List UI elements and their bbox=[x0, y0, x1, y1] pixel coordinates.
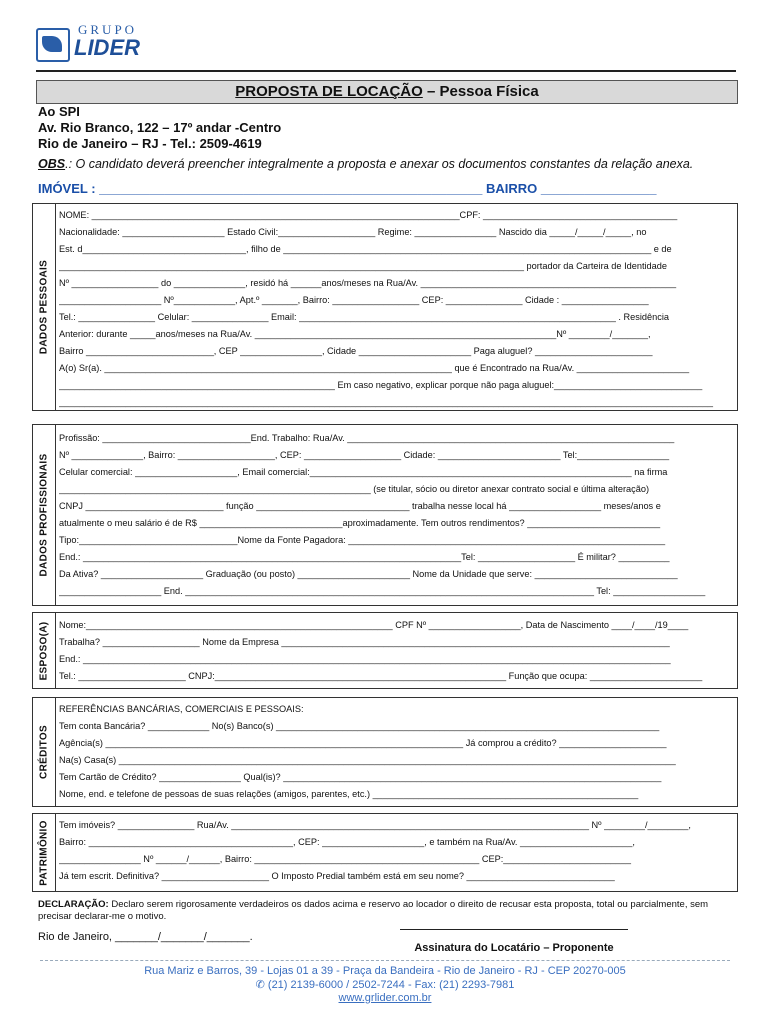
form-line[interactable]: atualmente o meu salário é de R$ ____________________________aproximadamente. Tem outros rendimentos? __________________________ bbox=[59, 518, 661, 528]
form-line[interactable]: Celular comercial: ____________________, Email comercial:_______________________________________________________________ na firma bbox=[59, 467, 668, 477]
form-line[interactable]: Nome:____________________________________________________________ CPF Nº __________________, Data de Nascimento ____/____/19____ bbox=[59, 620, 689, 630]
form-line[interactable]: ___________________________________________________________________________________________ portador da Carteira de Identidade bbox=[59, 261, 667, 271]
form-line[interactable]: End.: __________________________________________________________________________Tel: ___________________ É militar? __________ bbox=[59, 552, 670, 562]
section-dados-pessoais bbox=[32, 203, 738, 411]
form-line[interactable]: Tem Cartão de Crédito? ________________ Qual(is)? __________________________________________________________________________ bbox=[59, 772, 662, 782]
logo-text-lider: LIDER bbox=[74, 35, 140, 60]
footer-website-link[interactable]: www.grlider.com.br bbox=[338, 992, 432, 1004]
form-line[interactable]: Tem imóveis? _______________ Rua/Av. ______________________________________________________________________ Nº ________/________, bbox=[59, 820, 691, 830]
declaration: DECLARAÇÃO: Declaro serem rigorosamente verdadeiros os dados acima e reservo ao locador o direito de recusar esta proposta, total ou parcialmente, sem precisar declarar-me o motivo. bbox=[38, 899, 709, 922]
form-line[interactable]: Est. d________________________________, filho de ________________________________________________________________________ e de bbox=[59, 244, 672, 254]
form-line[interactable]: Na(s) Casa(s) _____________________________________________________________________________________________________________ bbox=[59, 755, 676, 765]
property-field[interactable]: IMÓVEL : _____________________________________________________ BAIRRO ________________ bbox=[38, 181, 657, 196]
section-esposo bbox=[32, 612, 738, 689]
section-dados-profissionais bbox=[32, 424, 738, 606]
form-line[interactable]: NOME: ________________________________________________________________________CPF: ______________________________________ bbox=[59, 210, 678, 220]
form-line[interactable]: ____________________ End. ________________________________________________________________________________ Tel: __________________ bbox=[59, 586, 706, 596]
section-label: DADOS PESSOAIS bbox=[38, 259, 50, 355]
form-line[interactable]: Bairro _________________________, CEP ________________, Cidade ______________________ Paga aluguel? _______________________ bbox=[59, 346, 653, 356]
page-title: PROPOSTA DE LOCAÇÃO – Pessoa Física bbox=[36, 80, 738, 104]
section-label: CRÉDITOS bbox=[38, 725, 50, 779]
recipient-address: Ao SPI Av. Rio Branco, 122 – 17º andar -Centro Rio de Janeiro – RJ - Tel.: 2509-4619 bbox=[38, 104, 282, 151]
form-line[interactable]: Anterior: durante _____anos/meses na Rua/Av. ___________________________________________________________Nº ________/_______, bbox=[59, 329, 651, 339]
section-label: DADOS PROFISSIONAIS bbox=[38, 453, 50, 577]
section-patrimonio bbox=[32, 813, 738, 892]
footer-phones: ✆ (21) 2139-6000 / 2502-7244 - Fax: (21) 2293-7981 bbox=[255, 979, 515, 991]
form-line[interactable]: End.: ___________________________________________________________________________________________________________________ bbox=[59, 654, 671, 664]
company-logo bbox=[36, 22, 156, 66]
section-creditos bbox=[32, 697, 738, 807]
form-line[interactable]: REFERÊNCIAS BANCÁRIAS, COMERCIAIS E PESSOAIS: bbox=[59, 704, 304, 714]
phone-icon: ✆ bbox=[255, 979, 268, 991]
form-line[interactable]: Nº ______________, Bairro: ___________________, CEP: ___________________ Cidade: ________________________ Tel:__________________ bbox=[59, 450, 670, 460]
form-line[interactable]: Trabalha? ___________________ Nome da Empresa ____________________________________________________________________________ bbox=[59, 637, 670, 647]
logo-text-grupo: GRUPO bbox=[78, 22, 138, 37]
form-line[interactable]: Tel.: _____________________ CNPJ:_________________________________________________________ Função que ocupa: ______________________ bbox=[59, 671, 703, 681]
form-line[interactable]: Da Ativa? ____________________ Graduação (ou posto) ______________________ Nome da Unidade que serve: ____________________________ bbox=[59, 569, 678, 579]
form-line[interactable]: Nº _________________ do ______________, residó há ______anos/meses na Rua/Av. __________________________________________________ bbox=[59, 278, 677, 288]
form-line[interactable]: ____________________ Nº____________, Apt.º _______, Bairro: _________________ CEP: _______________ Cidade : _________________ bbox=[59, 295, 649, 305]
form-line[interactable]: Profissão: _____________________________End. Trabalho: Rua/Av. ________________________________________________________________ bbox=[59, 433, 675, 443]
form-line[interactable]: Agência(s) ______________________________________________________________________ Já comprou a crédito? _____________________ bbox=[59, 738, 667, 748]
form-line[interactable]: Nome, end. e telefone de pessoas de suas relações (amigos, parentes, etc.) ____________________________________________________ bbox=[59, 789, 639, 799]
header-divider bbox=[36, 70, 736, 72]
form-line[interactable]: ________________________________________________________________________________________________________________________________ bbox=[59, 397, 714, 407]
form-line[interactable]: A(o) Sr(a). ____________________________________________________________________ que é Encontrado na Rua/Av. ______________________ bbox=[59, 363, 690, 373]
signature-line bbox=[400, 929, 628, 930]
section-label: ESPOSO(A) bbox=[38, 621, 50, 680]
form-line[interactable]: _____________________________________________________________ (se titular, sócio ou diretor anexar contrato social e última alteração) bbox=[59, 484, 650, 494]
form-line[interactable]: Tipo:_______________________________Nome da Fonte Pagadora: ______________________________________________________________ bbox=[59, 535, 666, 545]
date-line[interactable]: Rio de Janeiro, _______/_______/_______. bbox=[38, 931, 253, 943]
footer-divider bbox=[40, 960, 730, 961]
footer-address: Rua Mariz e Barros, 39 - Lojas 01 a 39 - Praça da Bandeira - Rio de Janeiro - RJ - CEP 20270-005 bbox=[144, 965, 626, 977]
observation-note: OBS.: O candidato deverá preencher integralmente a proposta e anexar os documentos constantes da relação anexa. bbox=[38, 157, 694, 171]
form-line[interactable]: ________________ Nº ______/______, Bairro: ____________________________________________ CEP:_________________________ bbox=[59, 854, 631, 864]
logo-mark-icon bbox=[36, 28, 70, 62]
form-line[interactable]: Bairro: ________________________________________, CEP: ____________________, e também na Rua/Av. ______________________, bbox=[59, 837, 635, 847]
form-line[interactable]: Já tem escrit. Definitiva? _____________________ O Imposto Predial também está em seu nome? _____________________________ bbox=[59, 871, 615, 881]
form-line[interactable]: Tel.: _______________ Celular: _______________ Email: ______________________________________________________________ . Residência bbox=[59, 312, 669, 322]
form-line[interactable]: Tem conta Bancária? ____________ No(s) Banco(s) ___________________________________________________________________________ bbox=[59, 721, 660, 731]
section-label: PATRIMÔNIO bbox=[38, 819, 50, 886]
form-line[interactable]: CNPJ ___________________________ função ______________________________ trabalha nesse local há __________________ meses/anos e bbox=[59, 501, 661, 511]
signature-label: Assinatura do Locatário – Proponente bbox=[414, 942, 614, 954]
form-line[interactable]: ______________________________________________________ Em caso negativo, explicar porque não paga aluguel:_____________________________ bbox=[59, 380, 703, 390]
form-line[interactable]: Nacionalidade: ____________________ Estado Civil:___________________ Regime: ________________ Nascido dia _____/_____/_____, no bbox=[59, 227, 647, 237]
